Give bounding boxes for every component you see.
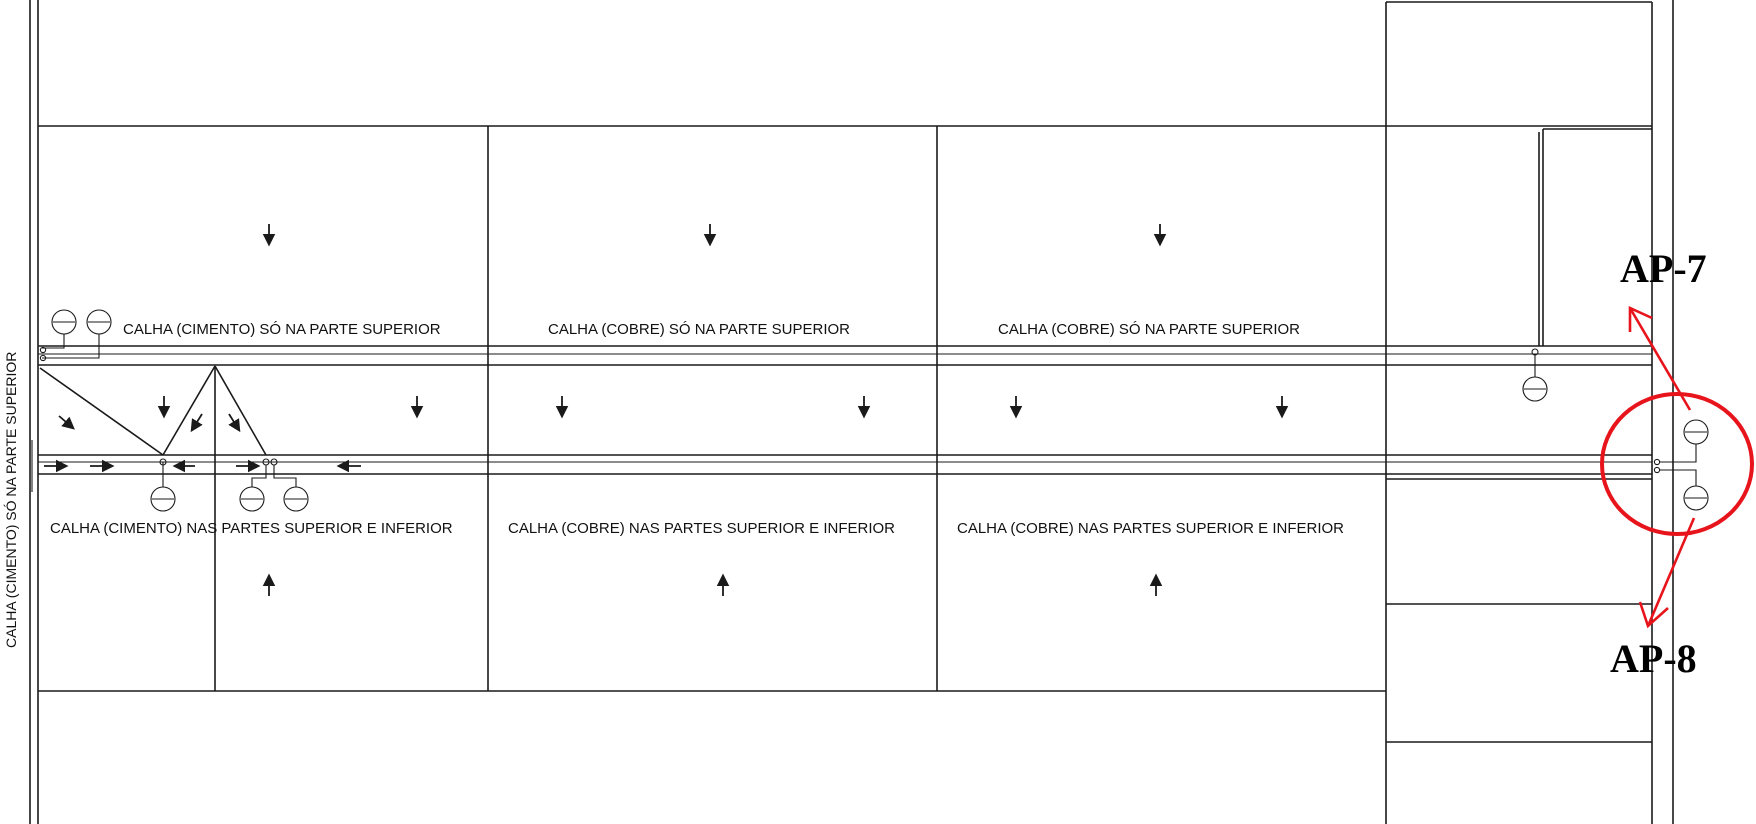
diagonal-arrow-icon [59, 416, 73, 428]
downpipe-symbols [32, 310, 1708, 511]
downpipe-icon [240, 487, 264, 511]
diagonal-arrow-icon [192, 414, 202, 430]
label-left-vertical: CALHA (CIMENTO) SÓ NA PARTE SUPERIOR [3, 351, 19, 648]
highlight-circle [1602, 394, 1752, 534]
label-top-3: CALHA (COBRE) SÓ NA PARTE SUPERIOR [998, 321, 1301, 338]
lower-gutter [38, 455, 1652, 474]
label-bottom-3: CALHA (COBRE) NAS PARTES SUPERIOR E INFERIOR [957, 520, 1345, 537]
downpipe-icon [151, 487, 175, 511]
label-bottom-1: CALHA (CIMENTO) NAS PARTES SUPERIOR E INFERIOR [50, 520, 453, 537]
slope-lines [40, 366, 266, 455]
downpipe-icon [87, 310, 111, 334]
callout-ap-7: AP-7 [1620, 246, 1707, 291]
diagonal-arrow-icon [229, 414, 239, 430]
downpipe-icon [52, 310, 76, 334]
label-top-1: CALHA (CIMENTO) SÓ NA PARTE SUPERIOR [123, 321, 441, 338]
downpipe-icon [1684, 420, 1708, 444]
boundary-lines [30, 0, 1673, 824]
downpipe-icon [284, 487, 308, 511]
highlight-callout [1602, 308, 1752, 626]
upper-gutter [38, 346, 1652, 365]
label-top-2: CALHA (COBRE) SÓ NA PARTE SUPERIOR [548, 321, 851, 338]
label-bottom-2: CALHA (COBRE) NAS PARTES SUPERIOR E INFERIOR [508, 520, 896, 537]
callout-ap-8: AP-8 [1610, 636, 1697, 681]
flow-arrows [44, 224, 1282, 596]
downpipe-icon [1684, 486, 1708, 510]
roof-panels [38, 126, 1652, 742]
downpipe-icon [1523, 377, 1547, 401]
